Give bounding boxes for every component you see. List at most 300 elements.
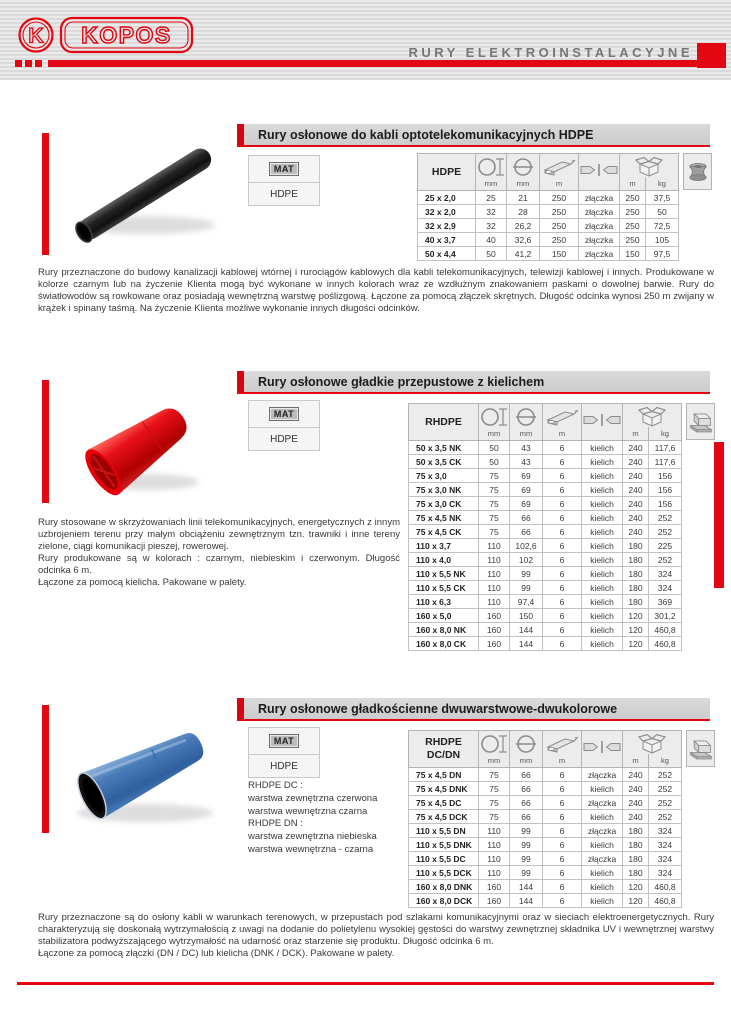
dimension-cell: 160 x 8,0 CK [409,637,479,651]
dimension-cell: 25 x 2,0 [418,191,476,205]
dimension-cell: 110 x 5,5 CK [409,581,479,595]
value-cell: 460,8 [649,894,682,908]
value-cell: 240 [623,768,649,782]
value-cell: 6 [543,782,582,796]
unit-label: mm [510,754,543,768]
value-cell: 97,5 [646,247,679,261]
value-cell: 75 [479,810,510,824]
dimension-cell: 75 x 4,5 DC [409,796,479,810]
table-row [409,894,682,908]
table-row [409,838,682,852]
description-paragraph: Rury produkowane są w kolorach : czarnym, niebieskim i czerwonym. Długość odcinka 6 m. [38,553,400,577]
table-row [409,525,682,539]
value-cell: 150 [510,609,543,623]
value-cell: 324 [649,824,682,838]
unit-label: m [540,177,579,191]
value-cell: złączka [582,768,623,782]
table-row [409,768,682,782]
info-line: warstwa wewnętrzna - czarna [248,844,374,856]
value-cell: złączka [579,247,620,261]
value-cell: 252 [649,768,682,782]
value-cell: 6 [543,838,582,852]
value-cell: kielich [582,455,623,469]
table-name-header: RHDPE DC/DN [409,731,479,768]
value-cell: 110 [479,553,510,567]
value-cell: 32 [476,205,507,219]
value-cell: 117,6 [649,441,682,455]
value-cell: 120 [623,623,649,637]
value-cell: 6 [543,637,582,651]
value-cell: 6 [543,768,582,782]
value-cell: kielich [582,623,623,637]
unit-label: mm [479,427,510,441]
dimension-cell: 75 x 4,5 CK [409,525,479,539]
info-line: warstwa wewnętrzna czarna [248,805,368,817]
length-icon [543,731,582,755]
value-cell: 6 [543,525,582,539]
table-row [418,247,679,261]
dimension-cell: 110 x 5,5 DNK [409,838,479,852]
value-cell: 160 [479,609,510,623]
value-cell: kielich [582,838,623,852]
product-image-black-pipe [55,130,235,258]
value-cell: kielich [582,894,623,908]
value-cell: 180 [623,567,649,581]
package-icon [620,154,679,178]
description-paragraph: Rury przeznaczone są do osłony kabli w warunkach terenowych, w przepustach pod szlakami komunikacyjnymi oraz w sieciach elektroenergetycznych. Rury charakteryzują się doskonałą wytrzymałością z uwagi na dodanie do polietylenu wysokiej gęstości do warstwy zewnętrznej składnika UV i wewnętrznej warstwy stabilizatora podwyższającego wytrzymałość na udarność oraz starzenie się produktu. Długość odcinka 6 m. [38,912,714,948]
value-cell: 43 [510,455,543,469]
material-badge-cell [249,728,319,755]
table-row [409,511,682,525]
value-cell: 6 [543,623,582,637]
value-cell: 240 [623,441,649,455]
value-cell: 156 [649,469,682,483]
section-title-bar [237,124,710,147]
table-row [418,219,679,233]
table-row [409,810,682,824]
inner-diameter-icon [510,404,543,428]
material-badge-cell [249,401,319,428]
value-cell: kielich [582,525,623,539]
value-cell: 50 [646,205,679,219]
section-description [38,517,400,589]
value-cell: 26,2 [507,219,540,233]
value-cell: 144 [510,637,543,651]
header-accent-square [15,60,22,67]
table-row [418,205,679,219]
value-cell: 110 [479,866,510,880]
section-title: Rury osłonowe gładkie przepustowe z kielichem [258,374,545,389]
value-cell: 240 [623,796,649,810]
dimension-cell: 160 x 8,0 DCK [409,894,479,908]
value-cell: 144 [510,623,543,637]
material-box [248,155,320,206]
value-cell: kielich [582,595,623,609]
table-row [409,581,682,595]
brand-name: KOPOS [81,22,172,48]
value-cell: 252 [649,810,682,824]
section-description [38,267,714,315]
unit-label: kg [646,177,679,191]
value-cell: 37,5 [646,191,679,205]
value-cell: kielich [582,497,623,511]
pallet-icon [686,730,715,767]
value-cell: 240 [623,525,649,539]
pallet-icon [686,403,715,440]
value-cell: 369 [649,595,682,609]
value-cell: 324 [649,581,682,595]
unit-label: m [543,427,582,441]
product-table-rhdpe-dcdn [408,730,715,908]
table-row [418,233,679,247]
value-cell: 150 [620,247,646,261]
product-table [417,153,679,261]
value-cell: 43 [510,441,543,455]
value-cell: 180 [623,838,649,852]
material-badge-cell [249,156,319,183]
info-line: warstwa zewnętrzna czerwona [248,792,378,804]
value-cell: kielich [582,539,623,553]
value-cell: 180 [623,553,649,567]
inner-diameter-icon [510,731,543,755]
photo-accent-bar [42,133,49,255]
value-cell: 102,6 [510,539,543,553]
dimension-cell: 160 x 5,0 [409,609,479,623]
info-line: RHDPE DC : [248,780,303,791]
length-icon [540,154,579,178]
table-row [409,553,682,567]
dimension-cell: 32 x 2,9 [418,219,476,233]
unit-label [579,177,620,191]
connection-icon [582,404,623,428]
dimension-cell: 160 x 8,0 NK [409,623,479,637]
value-cell: 6 [543,866,582,880]
value-cell: kielich [582,441,623,455]
value-cell: złączka [579,191,620,205]
dimension-cell: 75 x 4,5 DCK [409,810,479,824]
dimension-cell: 75 x 4,5 DN [409,768,479,782]
right-accent-bar [714,442,724,588]
value-cell: 75 [479,796,510,810]
value-cell: 69 [510,497,543,511]
value-cell: 156 [649,497,682,511]
product-table-rhdpe [408,403,715,651]
value-cell: 66 [510,796,543,810]
dimension-cell: 75 x 3,0 CK [409,497,479,511]
value-cell: 6 [543,880,582,894]
value-cell: złączka [582,824,623,838]
mat-badge: MAT [269,162,299,176]
unit-label [582,427,623,441]
value-cell: 69 [510,469,543,483]
value-cell: 301,2 [649,609,682,623]
value-cell: 6 [543,553,582,567]
dimension-cell: 75 x 3,0 [409,469,479,483]
value-cell: złączka [582,796,623,810]
table-row [418,191,679,205]
title-accent-block [237,698,244,719]
unit-label: m [623,427,649,441]
value-cell: 225 [649,539,682,553]
value-cell: 40 [476,233,507,247]
product-table [408,403,682,651]
value-cell: 180 [623,824,649,838]
value-cell: kielich [582,609,623,623]
section-description [38,912,714,960]
unit-label: m [620,177,646,191]
description-paragraph: Rury przeznaczone do budowy kanalizacji kablowej wtórnej i rurociągów kablowych dla kabli telekomunikacyjnych, telewizji kablowej i innych. Produkowane w kolorze czarnym lub na życzenie Klienta mogą być wykonane w innych kolorach wraz ze wzdłużnym znakowaniem paskami o dowolnej barwie. Rury do światłowodów są rowkowane oraz posiadają wewnętrzną warstwę poślizgową. Łączone za pomocą złączek skrętnych. Długość odcinka wynosi 250 m zwijany w krążek i spinany taśmą. Na życzenie Klienta możliwe wykonanie innych długości odcinków. [38,267,714,315]
value-cell: 6 [543,609,582,623]
value-cell: 50 [476,247,507,261]
value-cell: 6 [543,894,582,908]
description-paragraph: Rury stosowane w skrzyżowaniach linii telekomunikacyjnych, energetycznych z innym uzbrojeniem terenu przy małym obciążeniu zewnętrznym tzn. trawniki i inne tereny zielone, ciągi komunikacji pieszej, rowerowej. [38,517,400,553]
material-value: HDPE [270,188,298,200]
unit-label: m [543,754,582,768]
value-cell: 99 [510,838,543,852]
value-cell: 75 [479,483,510,497]
value-cell: 460,8 [649,637,682,651]
value-cell: 460,8 [649,623,682,637]
table-row [409,483,682,497]
section-title: Rury osłonowe do kabli optotelekomunikacyjnych HDPE [258,127,594,142]
unit-label: kg [649,754,682,768]
value-cell: 180 [623,866,649,880]
connection-icon [582,731,623,755]
value-cell: 6 [543,567,582,581]
value-cell: 240 [623,511,649,525]
material-value: HDPE [270,433,298,445]
value-cell: 160 [479,880,510,894]
value-cell: 250 [620,233,646,247]
value-cell: 240 [623,483,649,497]
value-cell: 117,6 [649,455,682,469]
value-cell: 250 [620,205,646,219]
value-cell: 120 [623,894,649,908]
value-cell: 32,6 [507,233,540,247]
value-cell: 66 [510,768,543,782]
dimension-cell: 32 x 2,0 [418,205,476,219]
value-cell: kielich [582,866,623,880]
connection-icon [579,154,620,178]
color-variant-info [248,780,408,857]
inner-diameter-icon [507,154,540,178]
title-accent-block [237,371,244,392]
value-cell: 66 [510,782,543,796]
product-image-blue-pipe [55,703,235,838]
unit-label: mm [507,177,540,191]
description-paragraph: Łączone za pomocą złączki (DN / DC) lub kielicha (DNK / DCK). Pakowane w palety. [38,948,395,960]
material-box [248,400,320,451]
value-cell: 240 [623,497,649,511]
value-cell: 6 [543,810,582,824]
value-cell: kielich [582,880,623,894]
value-cell: 324 [649,866,682,880]
value-cell: 156 [649,483,682,497]
value-cell: 180 [623,595,649,609]
value-cell: 72,5 [646,219,679,233]
title-accent-block [237,124,244,145]
value-cell: 50 [479,455,510,469]
page-header [0,0,731,80]
value-cell: 144 [510,894,543,908]
section-title: Rury osłonowe gładkościenne dwuwarstwowe-dwukolorowe [258,701,618,716]
value-cell: 252 [649,782,682,796]
value-cell: 324 [649,567,682,581]
table-row [409,880,682,894]
value-cell: 66 [510,525,543,539]
value-cell: 50 [479,441,510,455]
value-cell: 75 [479,511,510,525]
value-cell: 110 [479,539,510,553]
table-row [409,623,682,637]
value-cell: 180 [623,581,649,595]
value-cell: 66 [510,810,543,824]
table-row [409,469,682,483]
dimension-cell: 50 x 4,4 [418,247,476,261]
value-cell: 75 [479,782,510,796]
product-table [408,730,682,908]
dimension-cell: 110 x 5,5 DN [409,824,479,838]
value-cell: 66 [510,511,543,525]
value-cell: 99 [510,581,543,595]
photo-accent-bar [42,380,49,503]
table-row [409,497,682,511]
value-cell: 99 [510,852,543,866]
value-cell: kielich [582,567,623,581]
value-cell: 250 [620,191,646,205]
value-cell: 75 [479,768,510,782]
dimension-cell: 50 x 3,5 CK [409,455,479,469]
value-cell: 28 [507,205,540,219]
table-name-header: RHDPE [409,404,479,441]
header-accent-square [35,60,42,67]
value-cell: 110 [479,838,510,852]
value-cell: 160 [479,637,510,651]
header-end-square [697,43,726,68]
value-cell: 250 [540,205,579,219]
value-cell: 324 [649,852,682,866]
table-row [409,637,682,651]
outer-diameter-icon [479,404,510,428]
value-cell: kielich [582,782,623,796]
value-cell: 252 [649,796,682,810]
page-title: RURY ELEKTROINSTALACYJNE [408,45,693,60]
value-cell: 240 [623,810,649,824]
value-cell: 41,2 [507,247,540,261]
value-cell: 460,8 [649,880,682,894]
dimension-cell: 110 x 5,5 NK [409,567,479,581]
product-image-red-fitting [55,378,235,508]
value-cell: 21 [507,191,540,205]
dimension-cell: 75 x 4,5 DNK [409,782,479,796]
value-cell: 6 [543,581,582,595]
package-icon [623,404,682,428]
value-cell: 120 [623,609,649,623]
value-cell: 324 [649,838,682,852]
unit-label: mm [476,177,507,191]
value-cell: 240 [623,455,649,469]
dimension-cell: 50 x 3,5 NK [409,441,479,455]
footer-rule [17,982,714,985]
value-cell: 6 [543,469,582,483]
table-row [409,796,682,810]
logo-letter: K [28,24,44,48]
unit-label: kg [649,427,682,441]
dimension-cell: 110 x 5,5 DCK [409,866,479,880]
value-cell: kielich [582,581,623,595]
value-cell: kielich [582,637,623,651]
dimension-cell: 160 x 8,0 DNK [409,880,479,894]
value-cell: kielich [582,511,623,525]
value-cell: 160 [479,623,510,637]
mat-badge: MAT [269,407,299,421]
value-cell: 6 [543,441,582,455]
dimension-cell: 75 x 3,0 NK [409,483,479,497]
value-cell: 6 [543,511,582,525]
dimension-cell: 110 x 6,3 [409,595,479,609]
value-cell: 6 [543,455,582,469]
table-row [409,852,682,866]
value-cell: 6 [543,497,582,511]
table-row [409,567,682,581]
value-cell: 120 [623,637,649,651]
package-icon [623,731,682,755]
table-name-header: HDPE [418,154,476,191]
value-cell: 150 [540,247,579,261]
info-line: warstwa zewnętrzna niebieska [248,831,377,843]
dimension-cell: 110 x 4,0 [409,553,479,567]
coil-icon [683,153,712,190]
product-table-hdpe [417,153,712,261]
value-cell: kielich [582,469,623,483]
kopos-logo [14,10,214,58]
outer-diameter-icon [476,154,507,178]
value-cell: 110 [479,595,510,609]
material-box [248,727,320,778]
dimension-cell: 110 x 5,5 DC [409,852,479,866]
value-cell: 25 [476,191,507,205]
value-cell: 180 [623,852,649,866]
material-value: HDPE [270,760,298,772]
value-cell: 110 [479,567,510,581]
value-cell: 6 [543,852,582,866]
header-rule [48,60,697,67]
value-cell: 120 [623,880,649,894]
value-cell: 160 [479,894,510,908]
value-cell: 250 [540,191,579,205]
value-cell: złączka [582,852,623,866]
dimension-cell: 110 x 3,7 [409,539,479,553]
value-cell: 105 [646,233,679,247]
value-cell: 75 [479,525,510,539]
table-row [409,609,682,623]
value-cell: 250 [540,219,579,233]
info-line: RHDPE DN : [248,818,303,830]
value-cell: kielich [582,810,623,824]
value-cell: 180 [623,539,649,553]
value-cell: 75 [479,497,510,511]
value-cell: 69 [510,483,543,497]
table-row [409,866,682,880]
dimension-cell: 40 x 3,7 [418,233,476,247]
value-cell: 102 [510,553,543,567]
value-cell: 6 [543,595,582,609]
table-row [409,824,682,838]
table-row [409,782,682,796]
table-row [409,441,682,455]
value-cell: kielich [582,483,623,497]
value-cell: złączka [579,219,620,233]
